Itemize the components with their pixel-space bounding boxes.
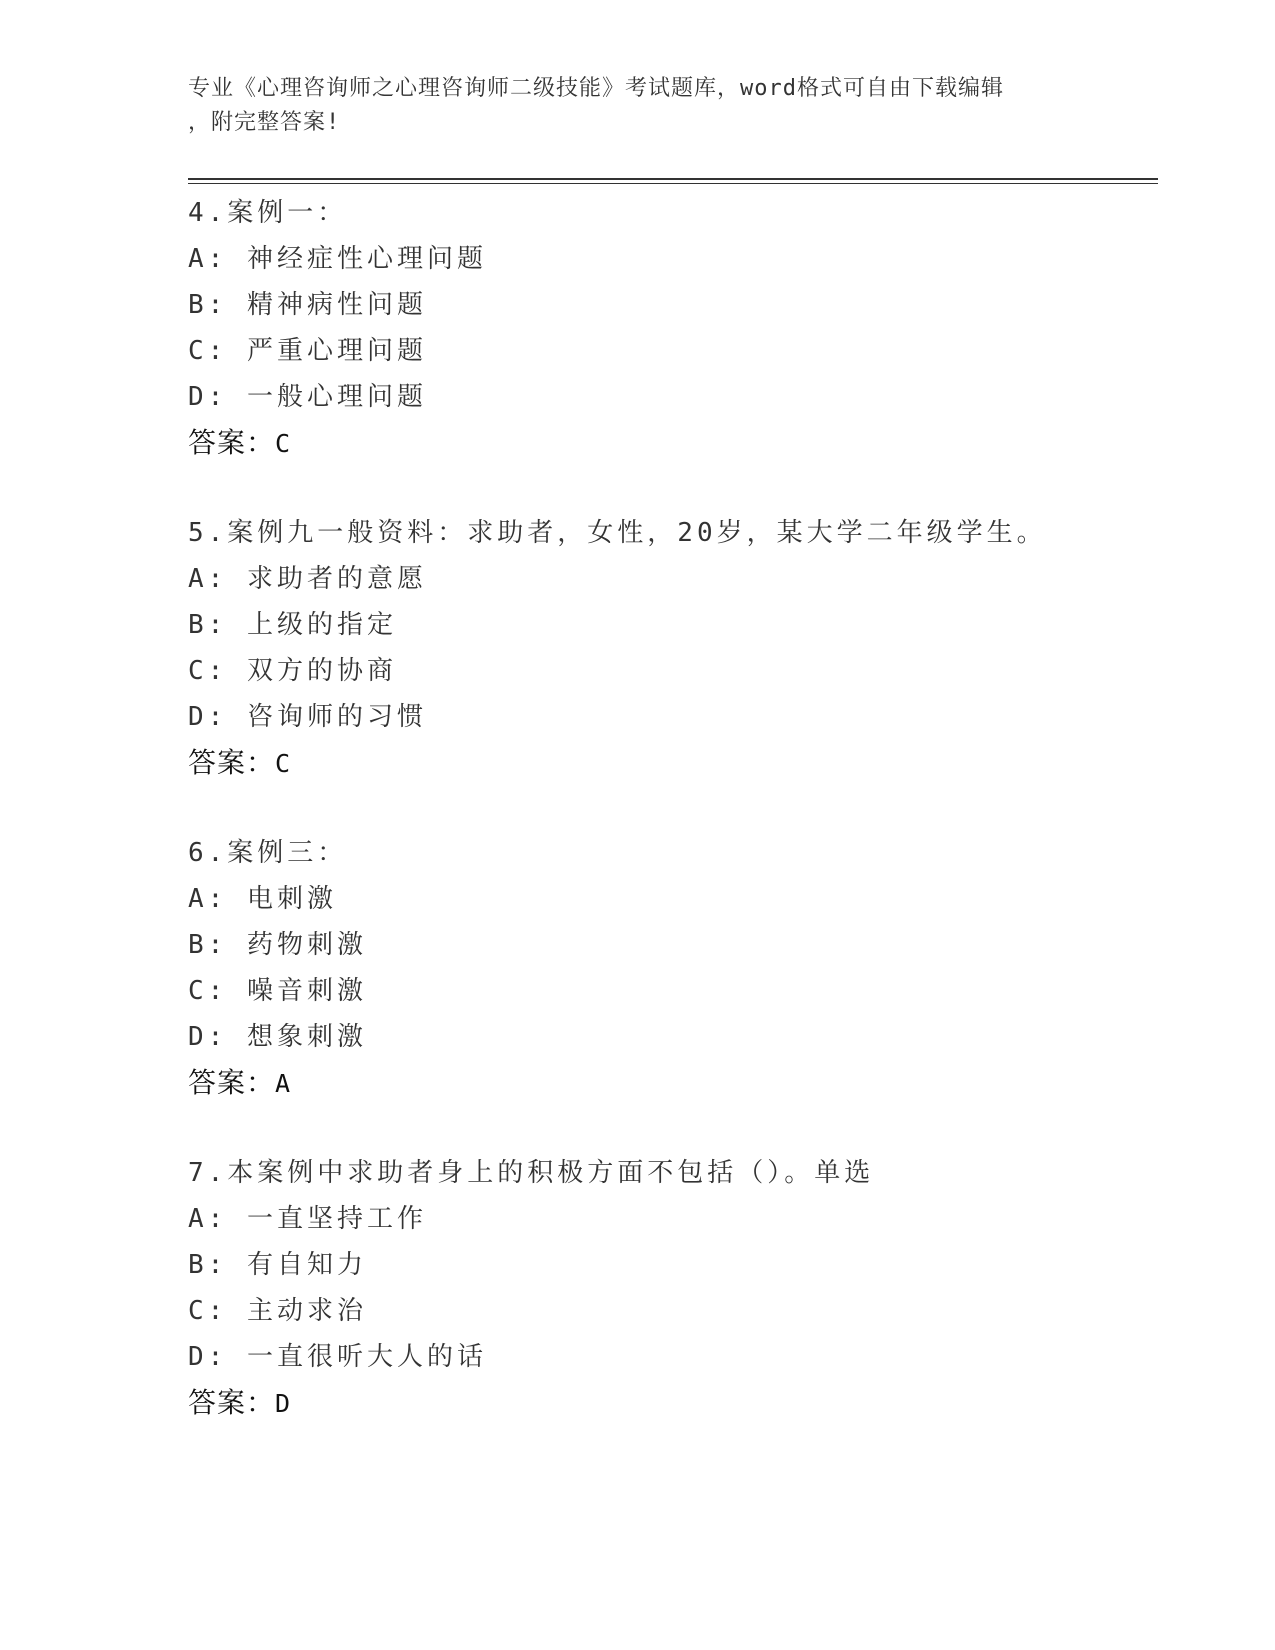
option-c: C: 噪音刺激 xyxy=(188,976,367,1006)
answer-label: 答案： xyxy=(188,746,276,779)
option-b: B: 有自知力 xyxy=(188,1250,367,1280)
header-divider-bottom xyxy=(188,183,1158,184)
answer-line xyxy=(188,1060,1148,1106)
header-line-2: ，附完整答案! xyxy=(188,110,341,135)
answer-label: 答案： xyxy=(188,1386,276,1419)
question-7 xyxy=(188,1150,1148,1426)
answer-value: C xyxy=(275,749,292,778)
question-stem: 6.案例三： xyxy=(188,838,348,868)
answer-label: 答案： xyxy=(188,1066,276,1099)
question-stem: 7.本案例中求助者身上的积极方面不包括（）。单选 xyxy=(188,1158,875,1188)
document-header xyxy=(188,72,1088,140)
answer-value: A xyxy=(275,1069,292,1098)
option-c: C: 主动求治 xyxy=(188,1296,367,1326)
question-5 xyxy=(188,510,1148,786)
answer-value: C xyxy=(275,429,292,458)
question-stem: 4.案例一： xyxy=(188,198,348,228)
option-b: B: 精神病性问题 xyxy=(188,290,427,320)
option-d: D: 咨询师的习惯 xyxy=(188,702,427,732)
option-c: C: 双方的协商 xyxy=(188,656,397,686)
option-d: D: 想象刺激 xyxy=(188,1022,367,1052)
answer-line xyxy=(188,740,1148,786)
header-line-1: 专业《心理咨询师之心理咨询师二级技能》考试题库，word格式可自由下载编辑 xyxy=(188,76,1004,101)
answer-value: D xyxy=(275,1389,292,1418)
option-a: A: 求助者的意愿 xyxy=(188,564,427,594)
option-d: D: 一般心理问题 xyxy=(188,382,427,412)
option-c: C: 严重心理问题 xyxy=(188,336,427,366)
answer-label: 答案： xyxy=(188,426,276,459)
option-b: B: 上级的指定 xyxy=(188,610,397,640)
header-divider-top xyxy=(188,178,1158,180)
question-6 xyxy=(188,830,1148,1106)
option-a: A: 神经症性心理问题 xyxy=(188,244,487,274)
option-b: B: 药物刺激 xyxy=(188,930,367,960)
option-a: A: 一直坚持工作 xyxy=(188,1204,427,1234)
option-a: A: 电刺激 xyxy=(188,884,337,914)
question-stem: 5.案例九一般资料：求助者，女性，20岁，某大学二年级学生。 xyxy=(188,518,1047,548)
question-4 xyxy=(188,190,1148,466)
answer-line xyxy=(188,420,1148,466)
option-d: D: 一直很听大人的话 xyxy=(188,1342,487,1372)
answer-line xyxy=(188,1380,1148,1426)
